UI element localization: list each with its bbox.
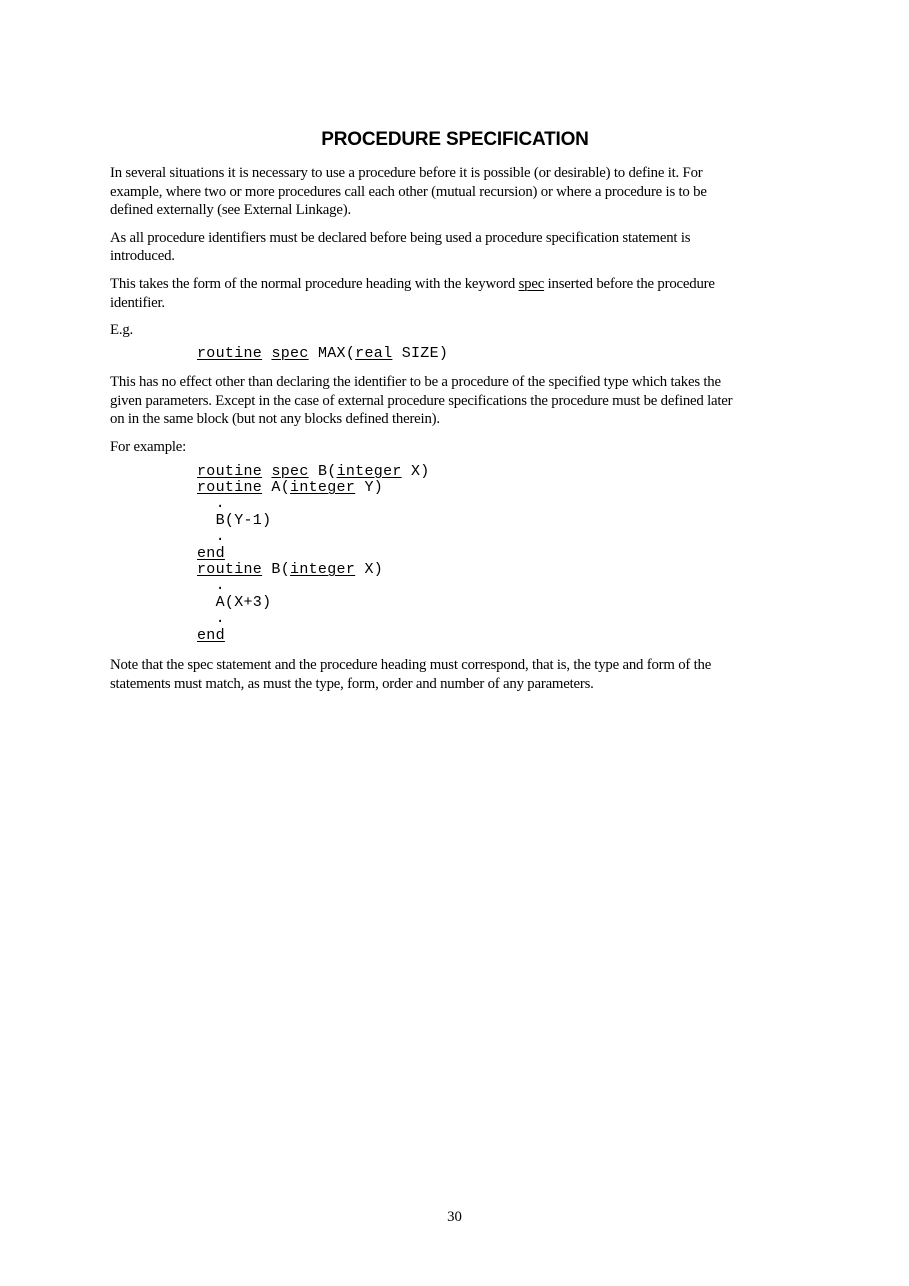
paragraph-intro: In several situations it is necessary to use a procedure before it is possible (or desirable) to define it. For example, where two or more procedures call each other (mutual recursion) or where a procedure is to be defined externally (see External Linkage). bbox=[110, 165, 707, 219]
for-example-label: For example: bbox=[110, 438, 187, 455]
page-content bbox=[110, 130, 800, 702]
paragraph-effect: This has no effect other than declaring the identifier to be a procedure of the specified type which takes the given parameters. Except in the case of external procedure specifications the procedure must be defined later on in the same block (but not any blocks defined therein). bbox=[110, 374, 733, 428]
code-example-mutual-recursion: routine spec B(integer X) routine A(integer Y) . B(Y-1) . end routine B(integer X) . A(X+3) . end bbox=[197, 462, 430, 644]
code-example-spec-max: routine spec MAX(real SIZE) bbox=[197, 344, 449, 362]
page-number: 30 bbox=[447, 1209, 462, 1225]
eg-label: E.g. bbox=[110, 322, 134, 339]
paragraph-declare: As all procedure identifiers must be declared before being used a procedure specification statement is introduced. bbox=[110, 229, 691, 265]
page-title: PROCEDURE SPECIFICATION bbox=[321, 129, 589, 150]
paragraph-note: Note that the spec statement and the procedure heading must correspond, that is, the type and form of the statements must match, as must the type, form, order and number of any parameters. bbox=[110, 657, 712, 692]
paragraph-spec-form: This takes the form of the normal procedure heading with the keyword spec inserted before the procedure identifier. bbox=[110, 275, 715, 311]
